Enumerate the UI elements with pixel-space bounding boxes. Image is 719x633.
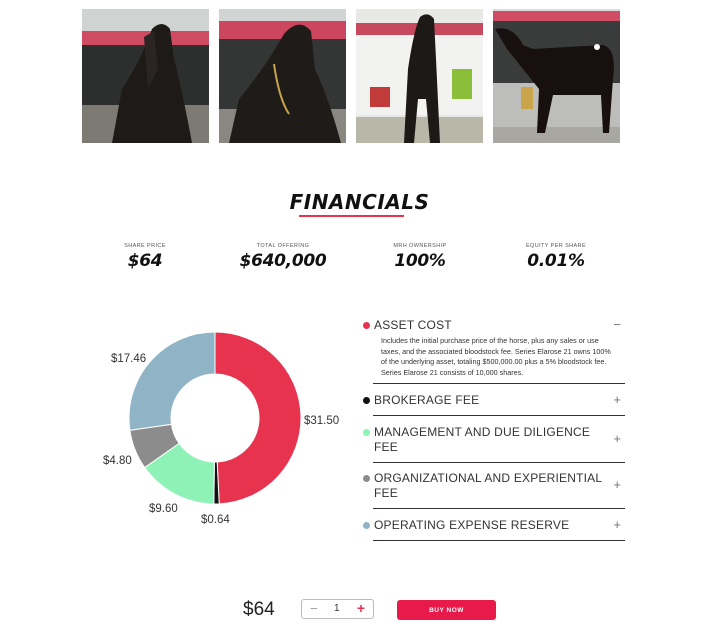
donut-label-asset-cost: $31.50 bbox=[304, 415, 340, 427]
stat-label: SHARE PRICE bbox=[124, 243, 166, 249]
operating-reserve-dot-icon bbox=[363, 522, 370, 529]
horse-photo-2[interactable] bbox=[219, 9, 346, 143]
asset-cost-dot-icon bbox=[363, 322, 370, 329]
accordion-divider bbox=[373, 415, 625, 416]
accordion-item-organizational-fee[interactable] bbox=[361, 471, 625, 507]
accordion-item-operating-reserve[interactable] bbox=[361, 518, 625, 540]
stat-share-price bbox=[90, 243, 200, 271]
accordion-item-management-fee[interactable] bbox=[361, 425, 625, 461]
accordion-divider bbox=[373, 540, 625, 541]
stat-total-offering bbox=[228, 243, 338, 271]
accordion-divider bbox=[373, 462, 625, 463]
donut-slice-asset-cost[interactable] bbox=[215, 332, 301, 504]
stat-value: 100% bbox=[394, 251, 446, 271]
buy-now-button[interactable]: BUY NOW bbox=[397, 600, 496, 620]
stat-label: EQUITY PER SHARE bbox=[525, 243, 587, 249]
stat-value: $640,000 bbox=[239, 251, 327, 271]
financials-heading: FINANCIALS bbox=[289, 190, 430, 214]
stat-value: 0.01% bbox=[527, 251, 585, 271]
accordion-item-brokerage-fee[interactable] bbox=[361, 393, 625, 415]
stat-label: MRH OWNERSHIP bbox=[393, 243, 447, 249]
accordion-title: BROKERAGE FEE bbox=[374, 393, 480, 407]
donut-label-management-fee: $9.60 bbox=[149, 503, 178, 515]
stat-value: $64 bbox=[127, 251, 163, 271]
organizational-fee-dot-icon bbox=[363, 475, 370, 482]
accordion-divider bbox=[373, 508, 625, 509]
share-price-display: $64 bbox=[243, 599, 275, 620]
horse-photo-1-image bbox=[82, 9, 209, 143]
stat-label: TOTAL OFFERING bbox=[256, 243, 310, 249]
accordion-title: OPERATING EXPENSE RESERVE bbox=[374, 518, 570, 532]
horse-photo-2-image bbox=[219, 9, 346, 143]
accordion-title: MANAGEMENT AND DUE DILIGENCE FEE bbox=[374, 425, 591, 454]
accordion-title: ASSET COST bbox=[374, 318, 452, 332]
brokerage-fee-dot-icon bbox=[363, 397, 370, 404]
cost-breakdown-accordion bbox=[361, 0, 625, 633]
accordion-divider bbox=[373, 383, 625, 384]
donut-label-brokerage-fee: $0.64 bbox=[201, 514, 230, 526]
donut-label-organizational-fee: $4.80 bbox=[103, 455, 132, 467]
accordion-title: ORGANIZATIONAL AND EXPERIENTIAL FEE bbox=[374, 471, 602, 500]
increment-button[interactable]: + bbox=[356, 600, 365, 616]
management-fee-dot-icon bbox=[363, 429, 370, 436]
expand-icon[interactable]: + bbox=[613, 477, 621, 492]
donut-label-operating-reserve: $17.46 bbox=[111, 353, 147, 365]
collapse-icon[interactable]: − bbox=[613, 317, 621, 332]
expand-icon[interactable]: + bbox=[613, 431, 621, 446]
decrement-button[interactable]: − bbox=[310, 601, 318, 616]
expand-icon[interactable]: + bbox=[613, 392, 621, 407]
donut-slice-operating-reserve[interactable] bbox=[129, 332, 215, 430]
quantity-value[interactable]: 1 bbox=[334, 603, 340, 614]
expand-icon[interactable]: + bbox=[613, 517, 621, 532]
asset-cost-description: Includes the initial purchase price of the horse, plus any sales or use taxes, and the associated bloodstock fee. Series Elarose 21 owns 100% of the underlying asset, totaling $500,000.00 plus a 5% bloodstock fee. Series Elarose 21 consists of 10,000 shares. bbox=[381, 336, 611, 377]
horse-photo-1[interactable] bbox=[82, 9, 209, 143]
quantity-stepper[interactable] bbox=[301, 599, 374, 619]
